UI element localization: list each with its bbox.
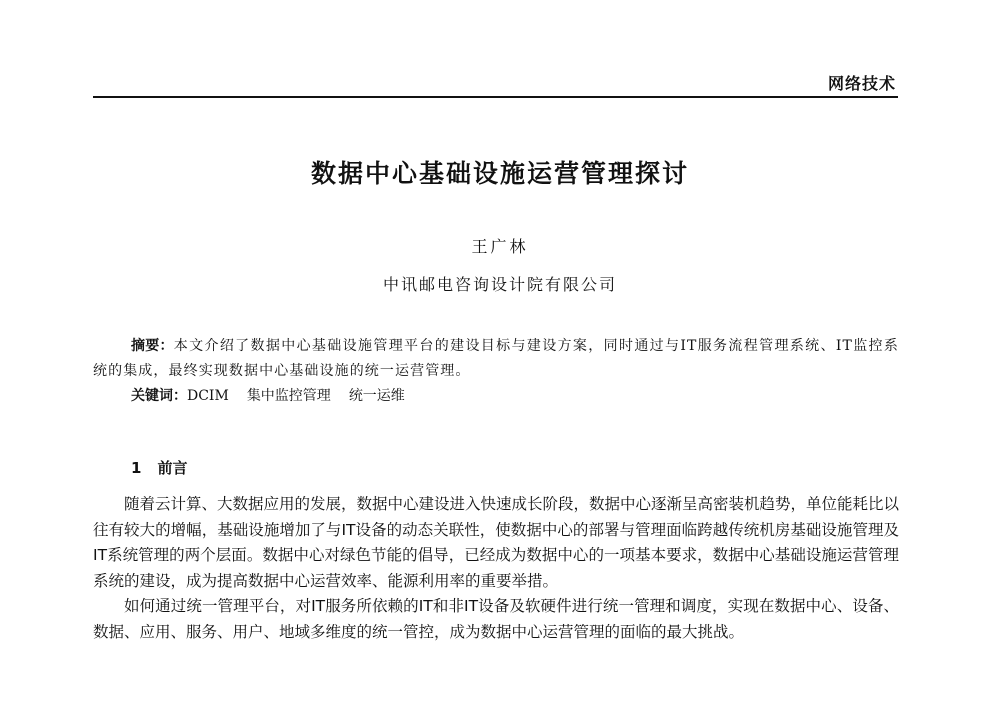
keywords-label: 关键词： <box>131 388 187 404</box>
abstract-text: 本文介绍了数据中心基础设施管理平台的建设目标与建设方案，同时通过与IT服务流程管理系统、IT监控系统的集成，最终实现数据中心基础设施的统一运营管理。 <box>93 338 900 379</box>
keyword-item: DCIM <box>187 388 229 404</box>
author-affiliation: 中讯邮电咨询设计院有限公司 <box>382 275 617 294</box>
body-paragraph: 随着云计算、大数据应用的发展，数据中心建设进入快速成长阶段，数据中心逐渐呈高密装机趋势，单位能耗比以往有较大的增幅，基础设施增加了与IT设备的动态关联性，使数据中心的部署与管理面临跨越传统机房基础设施管理及IT系统管理的两个层面。数据中心对绿色节能的倡导，已经成为数据中心的一项基本要求，数据中心基础设施运营管理系统的建设，成为提高数据中心运营效率、能源利用率的重要举措。 <box>93 495 900 590</box>
section-number: 1 <box>131 459 142 477</box>
article-title: 数据中心基础设施运营管理探讨 <box>310 159 689 188</box>
journal-section-label: 网络技术 <box>827 74 896 93</box>
header-rule <box>93 96 898 98</box>
keywords <box>131 385 423 407</box>
article-author: 王广林 <box>471 237 529 256</box>
section-heading <box>131 457 187 478</box>
section-title: 前言 <box>157 459 188 477</box>
abstract <box>93 334 899 384</box>
keyword-item: 统一运维 <box>348 388 405 404</box>
body-paragraph: 如何通过统一管理平台，对IT服务所依赖的IT和非IT设备及软硬件进行统一管理和调度，实现在数据中心、设备、数据、应用、服务、用户、地域多维度的统一管控，成为数据中心运营管理的面临的最大挑战。 <box>93 597 899 641</box>
abstract-label: 摘要： <box>131 338 174 354</box>
keyword-item: 集中监控管理 <box>246 388 331 404</box>
section-body <box>93 492 899 645</box>
